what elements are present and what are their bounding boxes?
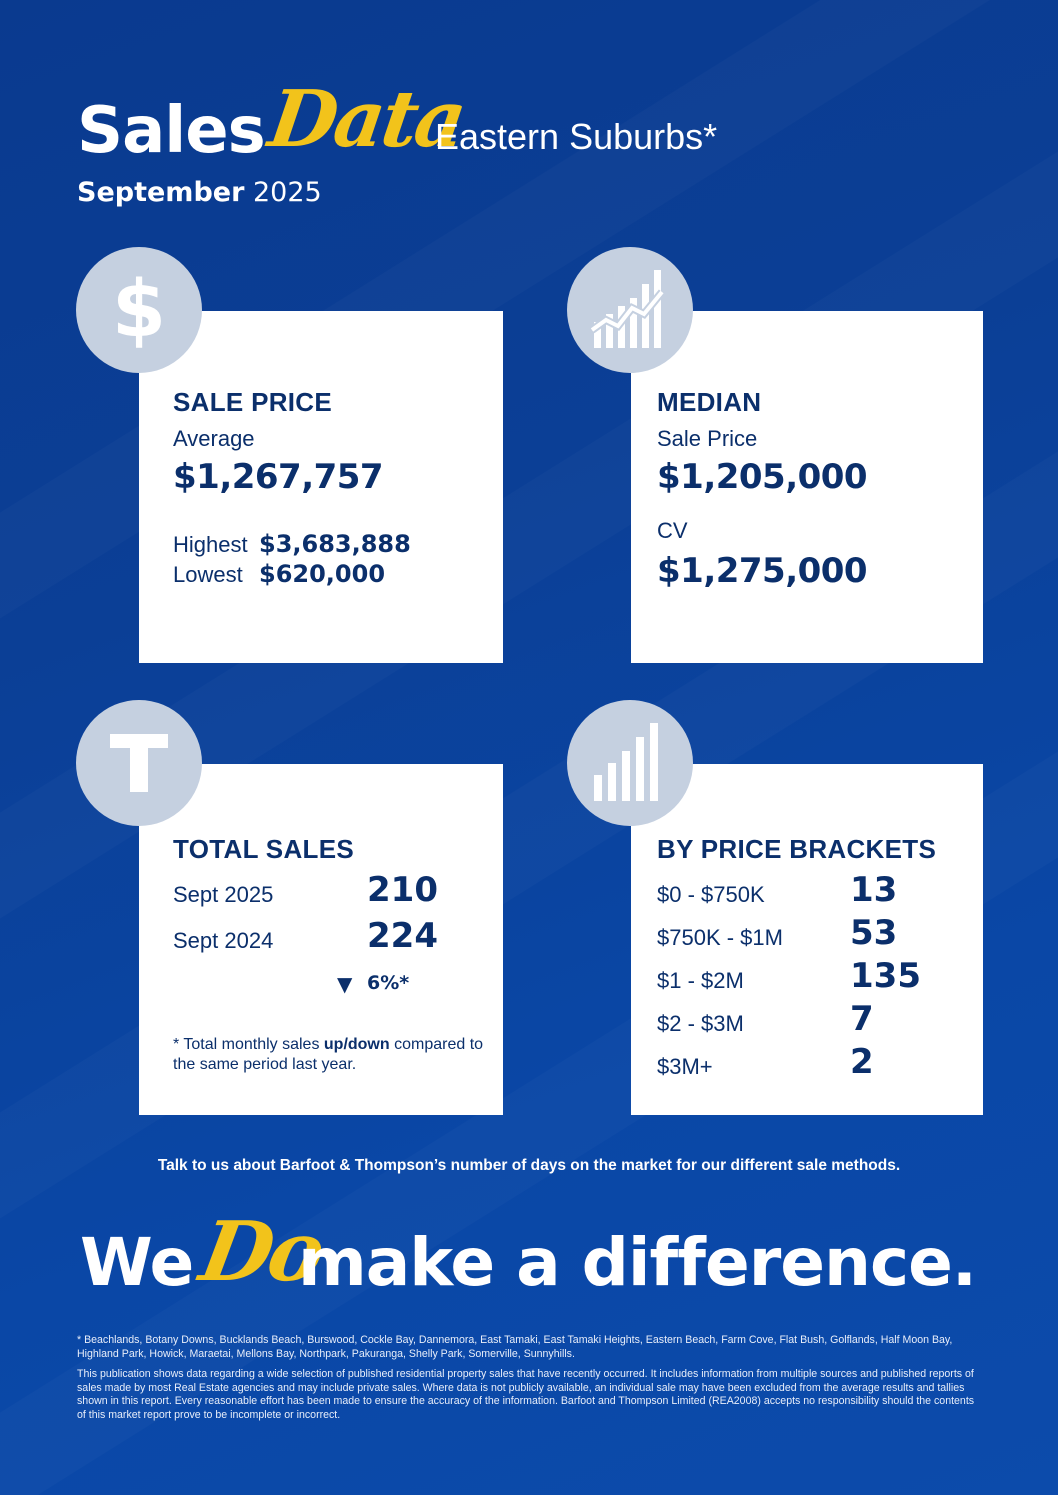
total-sales-heading: TOTAL SALES bbox=[173, 834, 354, 864]
total-sales-note bbox=[173, 1035, 493, 1075]
highest-label: Highest bbox=[173, 532, 248, 557]
report-month bbox=[77, 177, 322, 208]
region-title: Eastern Suburbs* bbox=[435, 116, 718, 157]
suburbs-footnote: * Beachlands, Botany Downs, Bucklands Beach, Burswood, Cockle Bay, Dannemora, East Tamaki, East Tamaki Heights, Eastern Beach, Farm Cove, Flat Bush, Golflands, Half Moon Bay, Highland Park, Howick, Maraetai, Mellons Bay, Northpark, Pakuranga, Shelly Park, Somerville, Sunnyhills. bbox=[77, 1334, 953, 1360]
cv-value: $1,275,000 bbox=[657, 551, 868, 591]
highest-value: $3,683,888 bbox=[259, 530, 411, 558]
bracket-count: 135 bbox=[850, 956, 921, 996]
lowest-label: Lowest bbox=[173, 562, 243, 587]
trend-chart-icon bbox=[567, 247, 693, 373]
talk-to-us-text: Talk to us about Barfoot & Thompson’s number of days on the market for our different sale methods. bbox=[157, 1157, 901, 1174]
month-label: September bbox=[77, 177, 245, 208]
bracket-count: 7 bbox=[850, 999, 874, 1039]
bracket-count: 2 bbox=[850, 1042, 874, 1082]
median-heading: MEDIAN bbox=[657, 387, 762, 417]
bracket-label: $1 - $2M bbox=[657, 968, 744, 993]
svg-text:$: $ bbox=[111, 270, 167, 350]
lowest-value: $620,000 bbox=[259, 560, 386, 588]
median-sale-price-label: Sale Price bbox=[657, 426, 758, 451]
change-percent: 6%* bbox=[367, 972, 410, 994]
median-sale-price-value: $1,205,000 bbox=[657, 457, 868, 497]
sales-row-value: 210 bbox=[367, 870, 438, 910]
sales-row-label: Sept 2025 bbox=[173, 882, 274, 907]
down-arrow-icon: ▼ bbox=[337, 972, 353, 996]
note-bold: up/down bbox=[323, 1036, 390, 1053]
bracket-label: $3M+ bbox=[657, 1054, 713, 1079]
title-sales: Sales bbox=[77, 94, 265, 168]
sale-price-card bbox=[139, 311, 503, 663]
year-label: 2025 bbox=[253, 177, 322, 208]
slogan-rest: make a difference. bbox=[298, 1224, 976, 1301]
bracket-label: $750K - $1M bbox=[657, 925, 783, 950]
price-brackets-heading: BY PRICE BRACKETS bbox=[657, 834, 937, 864]
note-suffix: compared to the same period last year. bbox=[173, 1036, 484, 1073]
disclaimer: This publication shows data regarding a wide selection of published residential property sales that have recently occurred. It includes information from multiple sources and published reports of sales made by most Real Estate agencies and may include private sales. Where data is not publicly available, an individual sale may have been excluded from the average results and tallies shown in this report. Every reasonable effort has been made to ensure the accuracy of the information. Barfoot and Thompson Limited (REA2008) accepts no responsibility should the contents of this market report prove to be incomplete or incorrect. bbox=[77, 1368, 975, 1421]
average-label: Average bbox=[173, 426, 255, 451]
title-data-script: Data bbox=[263, 74, 470, 165]
bracket-count: 53 bbox=[850, 913, 898, 953]
price-brackets-card bbox=[631, 764, 983, 1115]
bracket-label: $2 - $3M bbox=[657, 1011, 744, 1036]
bar-chart-icon bbox=[567, 700, 693, 826]
t-letter-icon bbox=[76, 700, 202, 826]
dollar-icon bbox=[76, 247, 202, 373]
sales-row-value: 224 bbox=[367, 916, 438, 956]
sales-row-label: Sept 2024 bbox=[173, 928, 274, 953]
cv-label: CV bbox=[657, 518, 688, 543]
slogan bbox=[80, 1204, 980, 1318]
note-prefix: * Total monthly sales bbox=[173, 1036, 324, 1053]
slogan-do-script: Do bbox=[193, 1204, 329, 1300]
bracket-label: $0 - $750K bbox=[657, 882, 765, 907]
sale-price-heading: SALE PRICE bbox=[173, 387, 333, 417]
bracket-count: 13 bbox=[850, 870, 898, 910]
total-sales-card bbox=[139, 764, 503, 1115]
average-value: $1,267,757 bbox=[173, 457, 384, 497]
median-card bbox=[631, 311, 983, 663]
slogan-we: We bbox=[80, 1224, 194, 1301]
